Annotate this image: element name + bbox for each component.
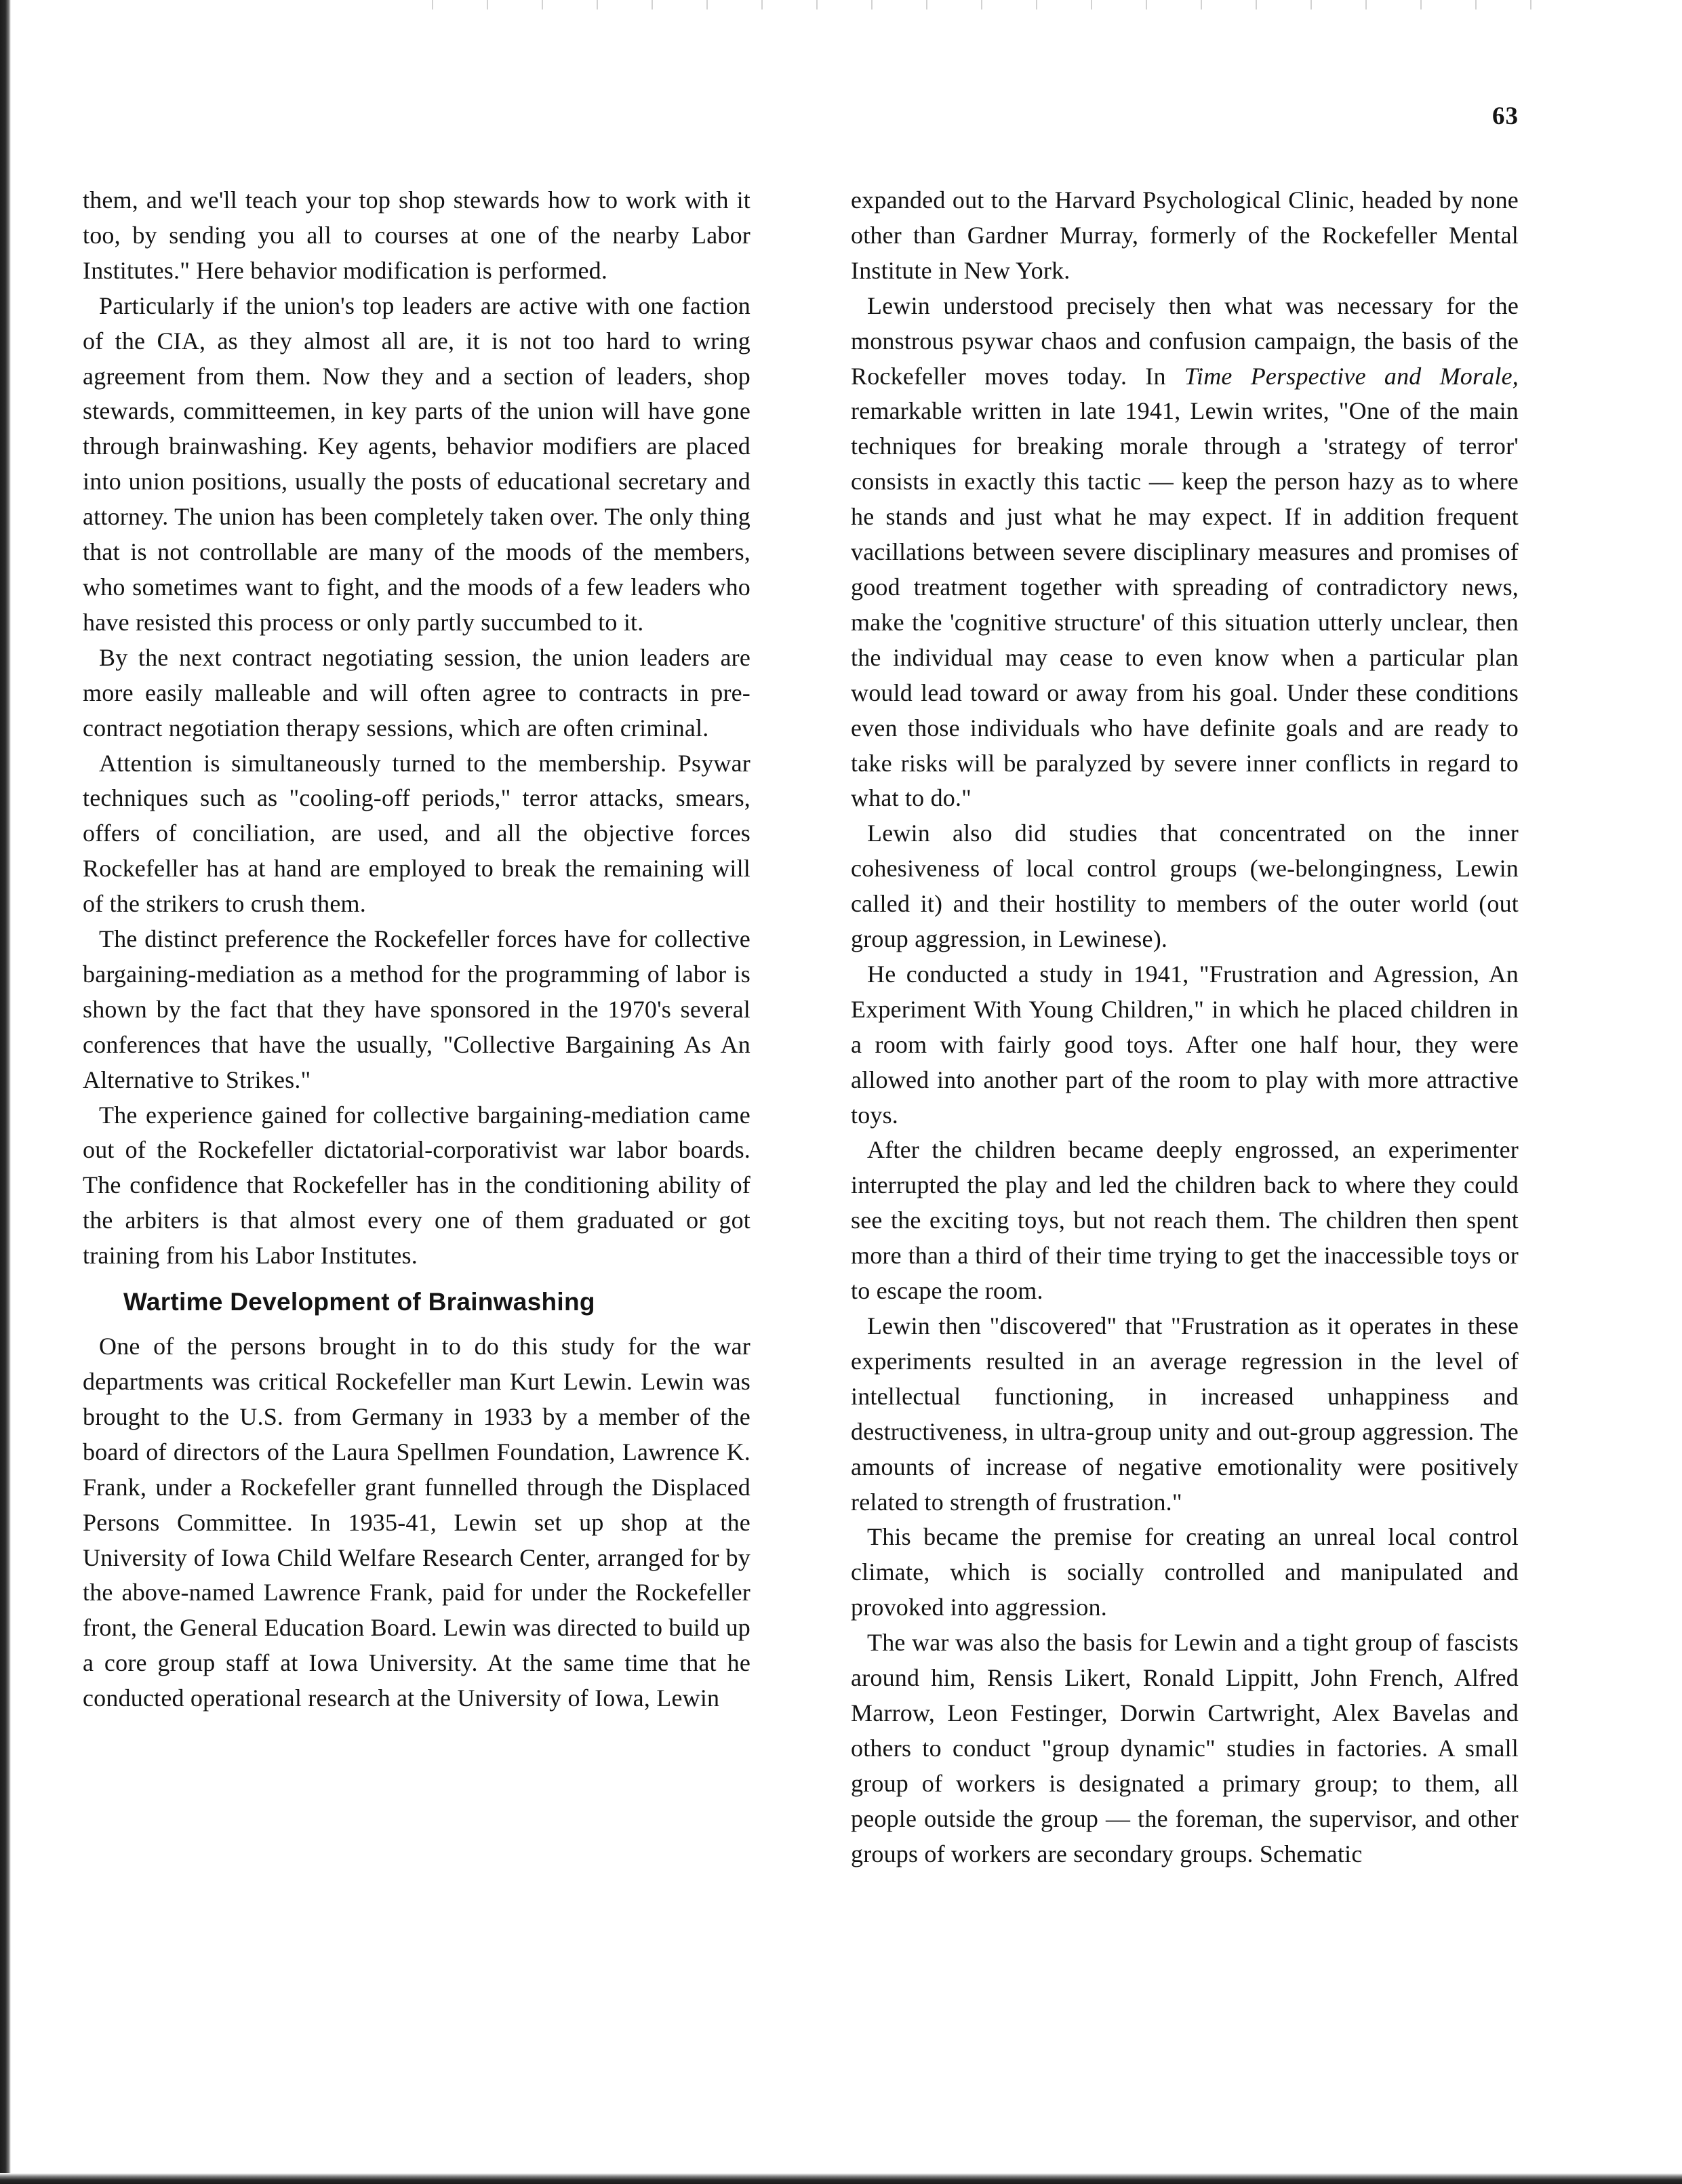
right-column (851, 183, 1519, 1872)
paragraph: Lewin also did studies that concentrated on the inner cohesiveness of local control groups (we-belongingness, Lewin called it) and their hostility to members of the outer world (out group aggression, in Lewinese). (851, 820, 1519, 953)
paragraph: After the children became deeply engrossed, an experimenter interrupted the play and led the children back to where they could see the exciting toys, but not reach them. The children then spent more than a third of their time trying to get the inaccessible toys or to escape the room. (851, 1136, 1519, 1305)
paragraph: Lewin then "discovered" that "Frustration as it operates in these experiments resulted in an average regression in the level of intellectual functioning, in increased unhappiness and destructiveness, in ultra-group unity and out-group aggression. The amounts of increase of negative emotionality were positively related to strength of frustration." (851, 1312, 1519, 1516)
paragraph: them, and we'll teach your top shop stewards how to work with it too, by sending you all to courses at one of the nearby Labor Institutes." Here behavior modification is performed. (83, 186, 750, 284)
page-binding-edge (0, 0, 11, 2184)
paragraph: The experience gained for collective bargaining-mediation came out of the Rockefeller dictatorial-corporativist war labor boards. The confidence that Rockefeller has in the conditioning ability of the arbiters is that almost every one of them graduated or got training from his Labor Institutes. (83, 1101, 750, 1270)
paragraph: He conducted a study in 1941, "Frustration and Agression, An Experiment With Young Children," in which he placed children in a room with fairly good toys. After one half hour, they were allowed into another part of the room to play with more attractive toys. (851, 960, 1519, 1129)
paragraph: expanded out to the Harvard Psychological Clinic, headed by none other than Gardner Murray, formerly of the Rockefeller Mental Institute in New York. (851, 186, 1519, 284)
page-bottom-edge (0, 2173, 1682, 2184)
paragraph: Attention is simultaneously turned to the membership. Psywar techniques such as "cooling-off periods," terror attacks, smears, offers of conciliation, are used, and all the objective forces Rockefeller has at hand are employed to break the remaining will of the strikers to crush them. (83, 749, 750, 918)
left-column (83, 183, 750, 1716)
text-run: Lewin understood precisely then what was necessary for the monstrous psywar chaos and confusion campaign, the basis of the Rockefeller moves today. In (851, 291, 1519, 390)
paragraph: By the next contract negotiating session, the union leaders are more easily malleable and will often agree to contracts in pre-contract negotiation therapy sessions, which are often criminal. (83, 643, 750, 742)
paragraph: The distinct preference the Rockefeller forces have for collective bargaining-mediation as a method for the programming of labor is shown by the fact that they have sponsored in the 1970's several conferences that have the usually, "Collective Bargaining As An Alternative to Strikes." (83, 925, 750, 1093)
section-heading: Wartime Development of Brainwashing (123, 1288, 595, 1316)
paragraph: The war was also the basis for Lewin and a tight group of fascists around him, Rensis Likert, Ronald Lippitt, John French, Alfred Marrow, Leon Festinger, Dorwin Cartwright, Alex Bavelas and others to conduct "group dynamic" studies in factories. A small group of workers is designated a primary group; to them, all people outside the group — the foreman, the supervisor, and other groups of workers are secondary groups. Schematic (851, 1629, 1519, 1867)
scan-noise (407, 0, 1559, 9)
paragraph: Particularly if the union's top leaders are active with one faction of the CIA, as they almost all are, it is not too hard to wring agreement from them. Now they and a section of leaders, shop stewards, committeemen, in key parts of the union will have gone through brainwashing. Key agents, behavior modifiers are placed into union positions, usually the posts of educational secretary and attorney. The union has been completely taken over. The only thing that is not controllable are many of the moods of the members, who sometimes want to fight, and the moods of a few leaders who have resisted this process or only partly succumbed to it. (83, 291, 750, 636)
text-run: remarkable written in late 1941, Lewin writes, "One of the main techniques for breaking morale through a 'strategy of terror' consists in exactly this tactic — keep the person hazy as to where he stands and just what he may expect. If in addition frequent vacillations between severe disciplinary measures and promises of good treatment together with spreading of contradictory news, make the 'cognitive structure' of this situation utterly unclear, then the individual may cease to even know when a particular plan would lead toward or away from his goal. Under these conditions even those individuals who have definite goals and are ready to take risks will be paralyzed by severe inner conflicts in regard to what to do." (851, 397, 1519, 812)
page-number: 63 (1492, 102, 1519, 130)
book-title: Time Perspective and Morale, (1184, 362, 1519, 390)
paragraph: One of the persons brought in to do this study for the war departments was critical Rockefeller man Kurt Lewin. Lewin was brought to the U.S. from Germany in 1933 by a member of the board of directors of the Laura Spellmen Foundation, Lawrence K. Frank, under a Rockefeller grant funnelled through the Displaced Persons Committee. In 1935-41, Lewin set up shop at the University of Iowa Child Welfare Research Center, arranged for by the above-named Lawrence Frank, paid for under the Rockefeller front, the General Education Board. Lewin was directed to build up a core group staff at Iowa University. At the same time that he conducted operational research at the University of Iowa, Lewin (83, 1333, 750, 1712)
paragraph: This became the premise for creating an unreal local control climate, which is socially controlled and manipulated and provoked into aggression. (851, 1523, 1519, 1621)
paragraph-with-title (851, 289, 1519, 817)
